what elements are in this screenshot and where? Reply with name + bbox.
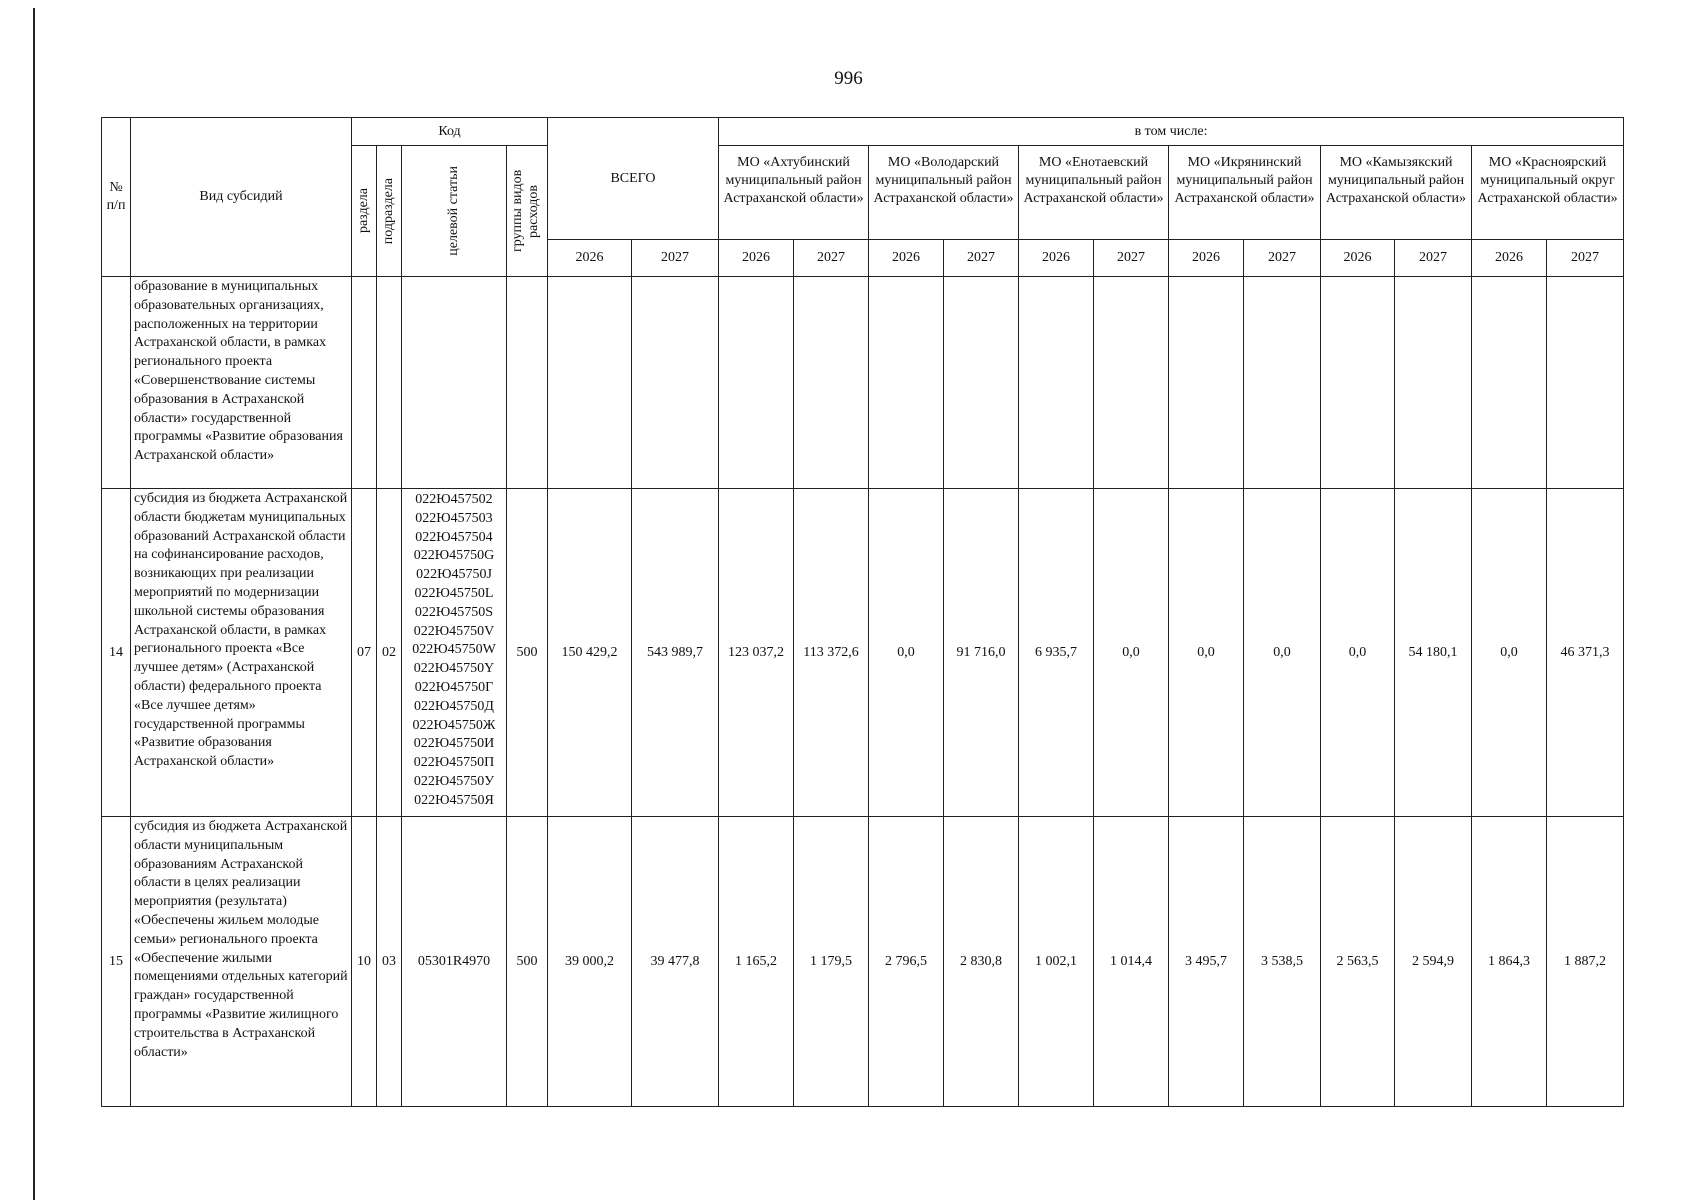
row-value: 150 429,2 [548,489,632,817]
year-krasnoyarsky-2026: 2026 [1472,240,1547,277]
target-code: 022Ю45750W [412,642,496,658]
row-target-codes [402,277,507,489]
row-subsection: 02 [377,489,402,817]
target-code: 022Ю45750V [413,623,495,639]
row-value [548,277,632,489]
target-code: 022Ю45750L [414,585,494,601]
row-value: 3 495,7 [1169,817,1244,1107]
year-total-2027: 2027 [632,240,719,277]
row-value: 1 165,2 [719,817,794,1107]
row-value: 91 716,0 [944,489,1019,817]
target-code: 022Ю45750Г [414,679,494,695]
row-value: 113 372,6 [794,489,869,817]
row-value: 3 538,5 [1244,817,1321,1107]
target-code: 022Ю457503 [415,510,493,526]
row-description: субсидия из бюджета Астраханской области бюджетам муниципальных образований Астраханской области на софинансирование расходов, возникающих при реализации мероприятий по модернизации школьной системы образования Астраханской области, в рамках регионального проекта «Все лучшее детям» (Астраханской области) федерального проекта «Все лучшее детям» государственной программы «Развитие образования Астраханской области» [131,489,352,817]
row-description: субсидия из бюджета Астраханской области муниципальным образованиям Астраханской области в целях реализации мероприятия (результата) «Обеспечены жильем молодые семьи» регионального проекта «Обеспечение жилыми помещениями отдельных категорий граждан» государственной программы «Развитие жилищного строительства в Астраханской области» [131,817,352,1107]
row-expense-group [507,277,548,489]
row-value [1321,277,1395,489]
row-subsection: 03 [377,817,402,1107]
row-number [102,277,131,489]
header-target-article: целевой статьи [402,146,507,277]
row-value: 1 179,5 [794,817,869,1107]
row-value: 123 037,2 [719,489,794,817]
row-value [1472,277,1547,489]
row-value [1244,277,1321,489]
row-description: образование в муниципальных образовательных организациях, расположенных на территории Астраханской области, в рамках регионального проекта «Совершенствование системы образования в Астраханской области» государственной программы «Развитие образования Астраханской области» [131,277,352,489]
row-value [944,277,1019,489]
header-expense-group: группы видов расходов [507,146,548,277]
header-kind: Вид субсидий [131,118,352,277]
header-mo-volodarsky: МО «Володарский муниципальный район Астраханской области» [869,146,1019,240]
row-value [719,277,794,489]
row-value: 2 563,5 [1321,817,1395,1107]
year-akhtubinsky-2027: 2027 [794,240,869,277]
target-code: 022Ю45750П [413,755,495,771]
row-value: 46 371,3 [1547,489,1624,817]
row-value: 0,0 [1244,489,1321,817]
year-ikryaninsky-2027: 2027 [1244,240,1321,277]
year-ikryaninsky-2026: 2026 [1169,240,1244,277]
subsidy-table [101,117,1624,1107]
target-code: 022Ю457504 [415,529,493,545]
year-volodarsky-2027: 2027 [944,240,1019,277]
target-code: 022Ю45750J [416,567,492,583]
row-target-codes [402,817,507,1107]
year-enotaevsky-2026: 2026 [1019,240,1094,277]
row-value [869,277,944,489]
row-target-codes [402,489,507,817]
row-value: 6 935,7 [1019,489,1094,817]
header-total: ВСЕГО [548,118,719,240]
row-value: 1 864,3 [1472,817,1547,1107]
year-total-2026: 2026 [548,240,632,277]
row-expense-group: 500 [507,489,548,817]
target-code: 022Ю45750У [413,773,495,789]
year-kamyzyaksky-2027: 2027 [1395,240,1472,277]
table-row [102,489,1624,817]
row-value: 1 002,1 [1019,817,1094,1107]
row-value [1169,277,1244,489]
row-number: 14 [102,489,131,817]
row-section [352,277,377,489]
year-krasnoyarsky-2027: 2027 [1547,240,1624,277]
row-value: 0,0 [869,489,944,817]
header-mo-akhtubinsky: МО «Ахтубинский муниципальный район Астраханской области» [719,146,869,240]
row-value [1019,277,1094,489]
target-code: 022Ю45750И [413,736,495,752]
header-mo-ikryaninsky: МО «Икрянинский муниципальный район Астраханской области» [1169,146,1321,240]
row-value: 543 989,7 [632,489,719,817]
row-value [1094,277,1169,489]
target-code: 022Ю45750Ж [412,717,496,733]
row-value: 1 014,4 [1094,817,1169,1107]
row-value [1395,277,1472,489]
row-value: 39 000,2 [548,817,632,1107]
year-akhtubinsky-2026: 2026 [719,240,794,277]
table-row [102,277,1624,489]
header-including: в том числе: [719,118,1624,146]
target-code: 022Ю45750Д [414,698,494,714]
table-row [102,817,1624,1107]
target-code: 05301R4970 [417,953,491,969]
row-value: 2 830,8 [944,817,1019,1107]
row-section: 10 [352,817,377,1107]
year-kamyzyaksky-2026: 2026 [1321,240,1395,277]
row-value [794,277,869,489]
header-mo-krasnoyarsky: МО «Красноярский муниципальный округ Астраханской области» [1472,146,1624,240]
page-number: 996 [834,68,863,89]
year-volodarsky-2026: 2026 [869,240,944,277]
target-code: 022Ю45750G [413,548,495,564]
table-header [102,118,1624,277]
row-value [1547,277,1624,489]
header-subsection: подраздела [377,146,402,277]
target-code: 022Ю457502 [415,492,493,507]
row-section: 07 [352,489,377,817]
row-value: 1 887,2 [1547,817,1624,1107]
row-value: 0,0 [1094,489,1169,817]
row-value: 54 180,1 [1395,489,1472,817]
header-mo-enotaevsky: МО «Енотаевский муниципальный район Астраханской области» [1019,146,1169,240]
row-number: 15 [102,817,131,1107]
header-code: Код [352,118,548,146]
row-value: 2 594,9 [1395,817,1472,1107]
target-code: 022Ю45750Y [413,661,495,677]
row-value: 0,0 [1169,489,1244,817]
row-value: 39 477,8 [632,817,719,1107]
target-code: 022Ю45750S [414,604,494,620]
row-value: 0,0 [1321,489,1395,817]
target-code: 022Ю45750Я [414,792,494,808]
row-subsection [377,277,402,489]
row-value [632,277,719,489]
row-value: 2 796,5 [869,817,944,1107]
left-margin-rule [33,8,35,1200]
row-expense-group: 500 [507,817,548,1107]
header-num: № п/п [102,118,131,277]
header-mo-kamyzyaksky: МО «Камызякский муниципальный район Астраханской области» [1321,146,1472,240]
year-enotaevsky-2027: 2027 [1094,240,1169,277]
table-body [102,277,1624,1107]
header-section: раздела [352,146,377,277]
row-value: 0,0 [1472,489,1547,817]
